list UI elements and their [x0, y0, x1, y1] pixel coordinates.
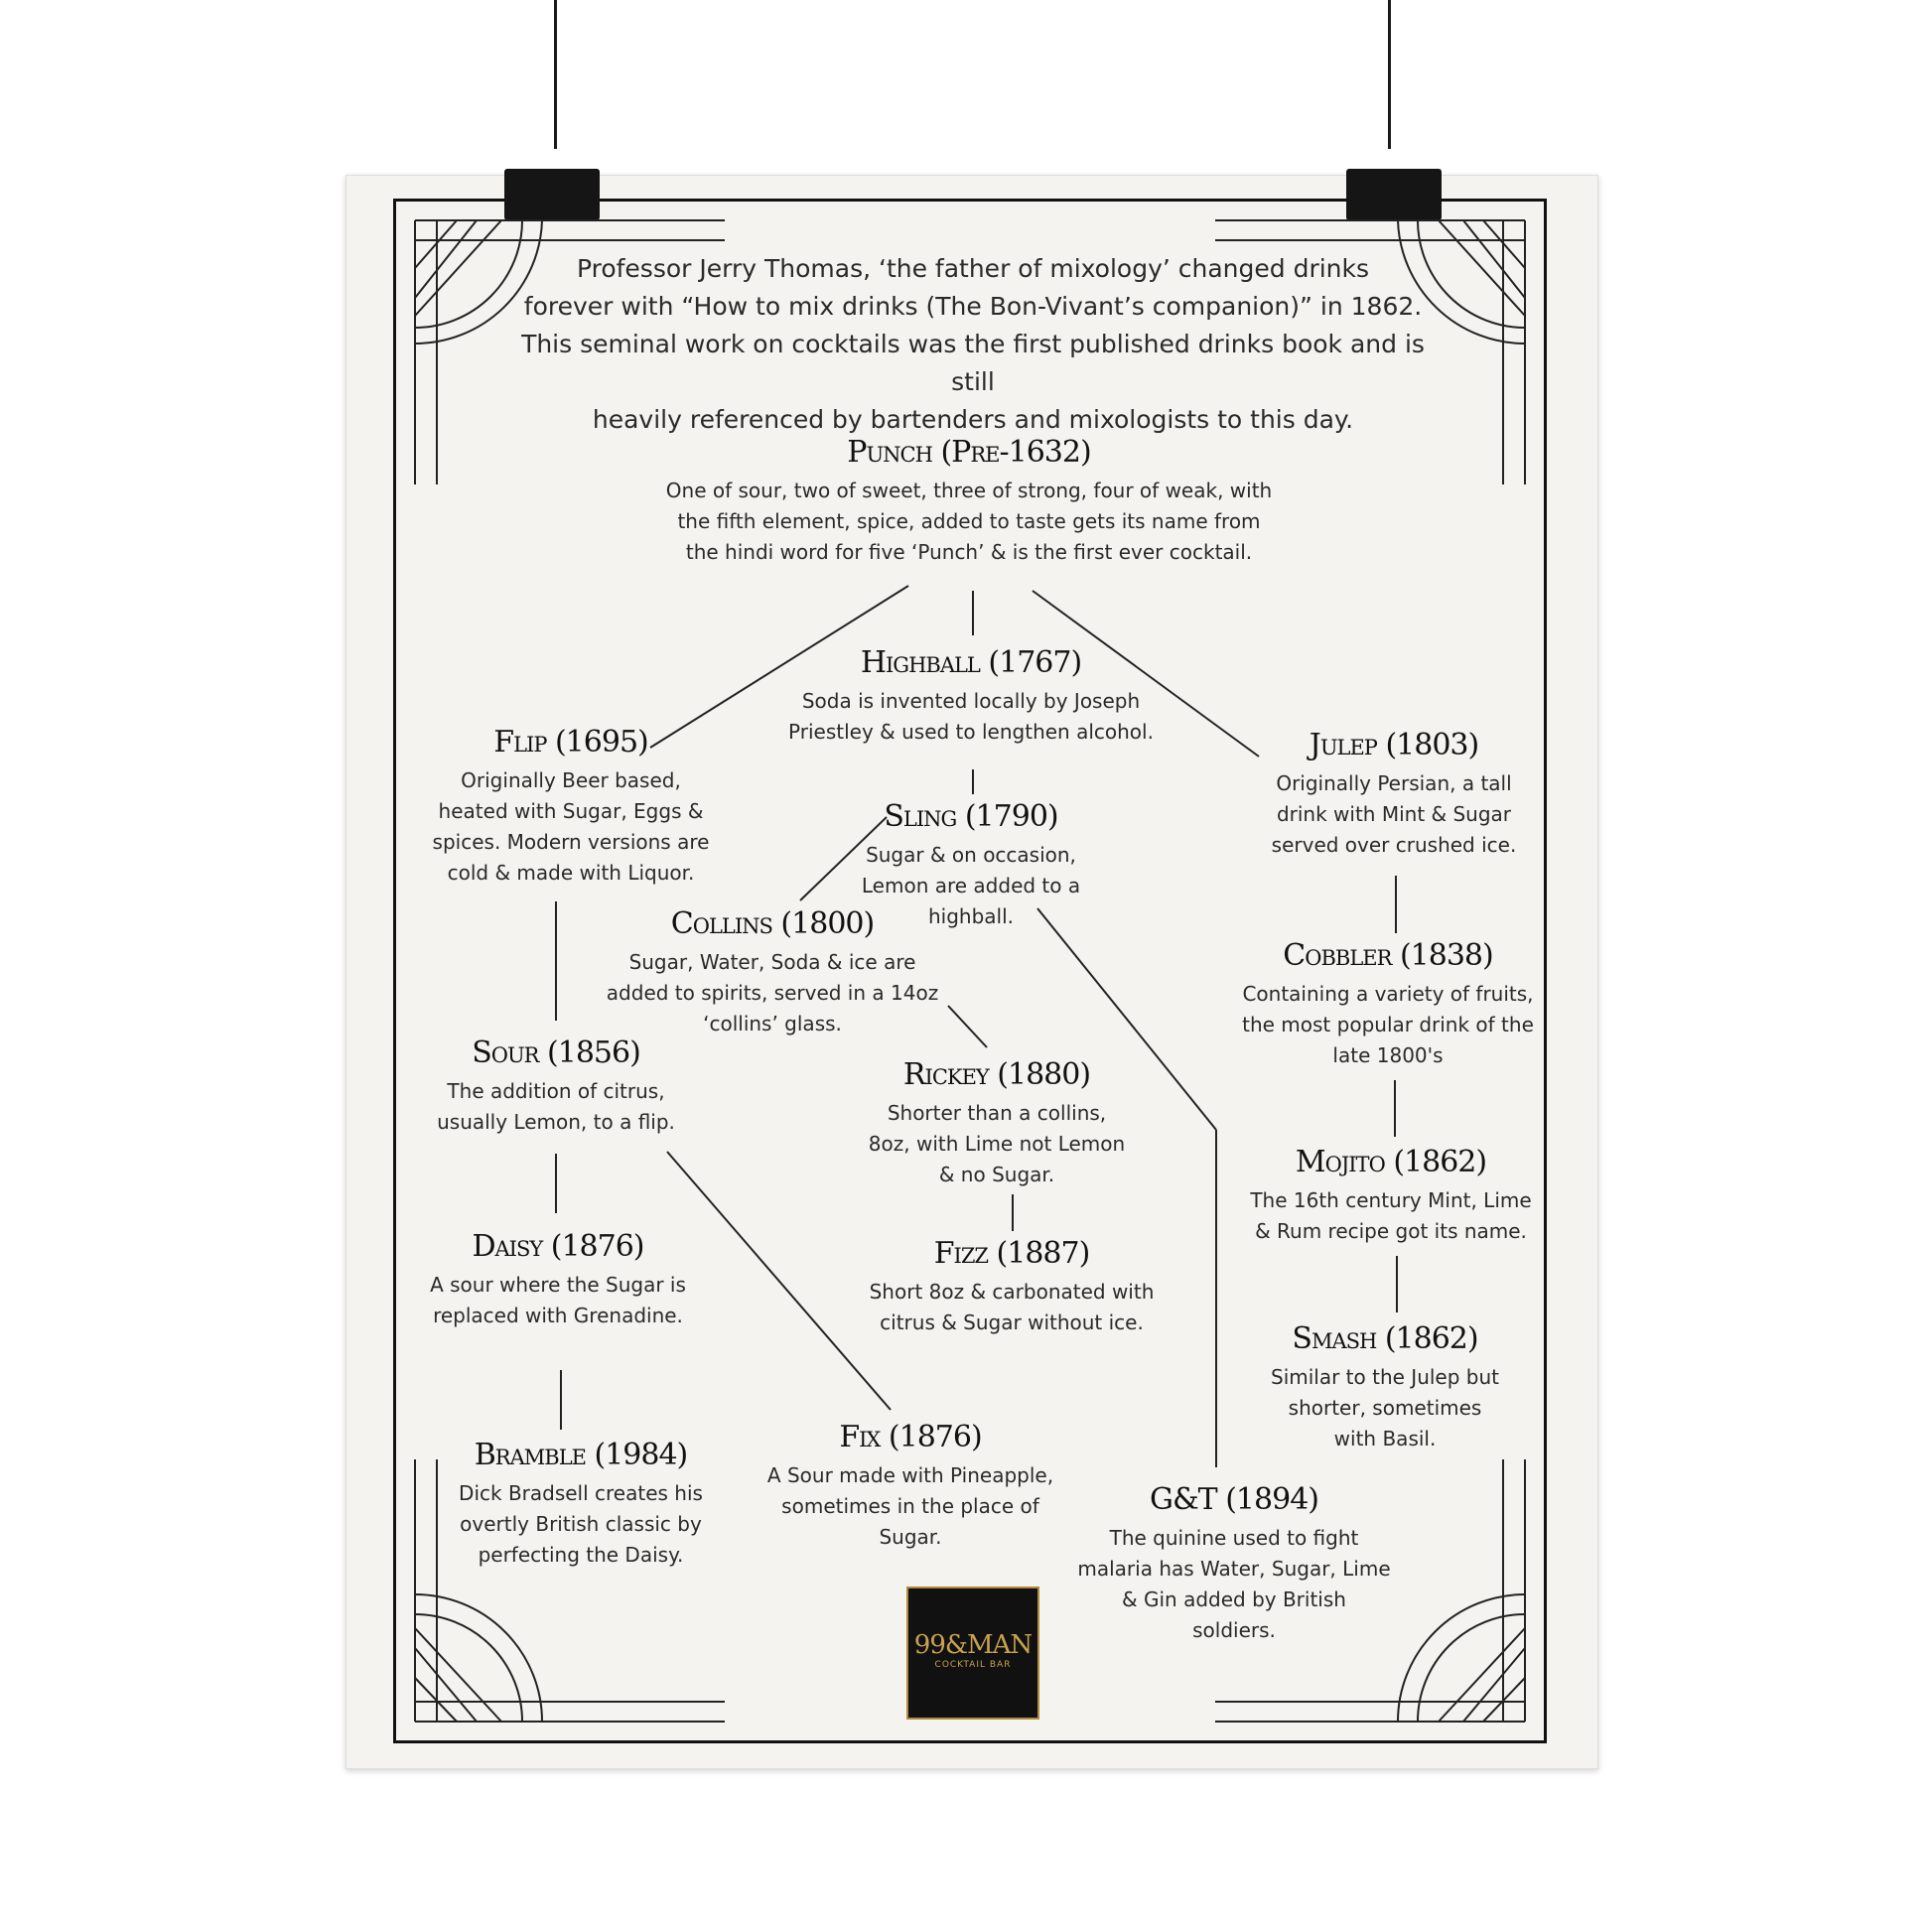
node-text: Originally Persian, a tall — [1276, 771, 1512, 795]
intro-line: forever with “How to mix drinks (The Bon-Vivant’s companion)” in 1862. — [523, 292, 1423, 321]
node-smash — [1271, 1321, 1499, 1454]
node-text: added to spirits, served in a 14oz — [606, 981, 939, 1005]
node-text: The addition of citrus, — [447, 1079, 665, 1103]
intro-line: heavily referenced by bartenders and mixologists to this day. — [592, 405, 1354, 434]
node-text: highball. — [927, 904, 1015, 928]
node-text: Lemon are added to a — [861, 874, 1081, 897]
node-text: served over crushed ice. — [1271, 833, 1517, 857]
node-text: soldiers. — [1192, 1618, 1276, 1642]
node-title: Sour (1856) — [472, 1035, 640, 1070]
logo-subtitle: COCKTAIL BAR — [934, 1660, 1012, 1670]
node-text: Dick Bradsell creates his — [459, 1481, 703, 1505]
node-text: the most popular drink of the — [1242, 1013, 1534, 1036]
node-text: Originally Beer based, — [461, 768, 681, 792]
node-text: late 1800's — [1332, 1043, 1444, 1067]
node-text: spices. Modern versions are — [432, 830, 710, 854]
node-text: perfecting the Daisy. — [478, 1543, 684, 1567]
node-text: Short 8oz & carbonated with — [869, 1280, 1155, 1304]
node-text: & no Sugar. — [938, 1163, 1055, 1186]
node-daisy — [430, 1229, 686, 1331]
node-title: Cobbler (1838) — [1283, 938, 1493, 973]
node-title: Collins (1800) — [670, 906, 875, 941]
node-title: Bramble (1984) — [474, 1438, 688, 1472]
node-text: 8oz, with Lime not Lemon — [868, 1132, 1126, 1156]
node-title: G&T (1894) — [1150, 1482, 1318, 1517]
node-text: replaced with Grenadine. — [433, 1304, 683, 1327]
node-title: Sling (1790) — [884, 799, 1058, 834]
node-title: Flip (1695) — [493, 725, 648, 759]
intro-line: Professor Jerry Thomas, ‘the father of mixology’ changed drinks — [576, 254, 1370, 283]
node-text: overtly British classic by — [460, 1512, 702, 1536]
node-text: Containing a variety of fruits, — [1242, 982, 1534, 1006]
node-punch — [666, 435, 1272, 568]
node-rickey — [869, 1057, 1125, 1190]
node-title: Julep (1803) — [1309, 728, 1479, 762]
node-fizz — [870, 1236, 1155, 1338]
logo-name: 99&MAN — [913, 1630, 1033, 1660]
node-text: The quinine used to fight — [1109, 1526, 1359, 1550]
intro-line: This seminal work on cocktails was the first published drinks book and is still — [521, 330, 1425, 396]
right-hanging-wire — [1388, 0, 1391, 149]
node-mojito — [1250, 1145, 1531, 1247]
node-text: Soda is invented locally by Joseph — [801, 689, 1141, 713]
node-text: Shorter than a collins, — [887, 1101, 1107, 1125]
bar-logo — [906, 1587, 1039, 1720]
node-text: Sugar & on occasion, — [866, 843, 1076, 867]
node-title: Fix (1876) — [839, 1420, 982, 1454]
node-fix — [767, 1420, 1053, 1553]
node-text: the hindi word for five ‘Punch’ & is the first ever cocktail. — [685, 540, 1253, 564]
node-text: usually Lemon, to a flip. — [437, 1110, 675, 1134]
node-text: the fifth element, spice, added to taste gets its name from — [677, 509, 1261, 533]
node-title: Smash (1862) — [1292, 1321, 1478, 1356]
node-text: cold & made with Liquor. — [447, 861, 695, 885]
node-text: One of sour, two of sweet, three of strong, four of weak, with — [665, 479, 1273, 502]
node-text: Similar to the Julep but — [1271, 1365, 1499, 1389]
node-flip — [433, 725, 710, 889]
node-text: A sour where the Sugar is — [430, 1273, 686, 1297]
node-text: Sugar. — [879, 1525, 942, 1549]
node-title: Punch (Pre-1632) — [847, 435, 1091, 470]
node-title: Highball (1767) — [860, 645, 1082, 680]
node-text: A Sour made with Pineapple, — [766, 1463, 1054, 1487]
intro-text — [496, 250, 1449, 439]
node-text: & Gin added by British — [1122, 1587, 1346, 1611]
node-text: with Basil. — [1333, 1427, 1437, 1450]
node-title: Rickey (1880) — [902, 1057, 1091, 1092]
node-gt — [1077, 1482, 1390, 1646]
node-title: Daisy (1876) — [472, 1229, 644, 1264]
node-collins — [607, 906, 938, 1039]
node-title: Fizz (1887) — [933, 1236, 1090, 1271]
left-binder-clip — [504, 169, 600, 220]
node-text: shorter, sometimes — [1288, 1396, 1482, 1420]
node-cobbler — [1242, 938, 1534, 1071]
node-julep — [1272, 728, 1517, 861]
node-bramble — [459, 1438, 703, 1571]
node-text: sometimes in the place of — [781, 1494, 1039, 1518]
node-sour — [437, 1035, 675, 1138]
node-highball — [788, 645, 1154, 748]
node-text: citrus & Sugar without ice. — [880, 1311, 1144, 1334]
node-text: drink with Mint & Sugar — [1276, 802, 1512, 826]
node-text: The 16th century Mint, Lime — [1250, 1188, 1532, 1212]
node-text: Sugar, Water, Soda & ice are — [628, 950, 916, 974]
node-title: Mojito (1862) — [1295, 1145, 1487, 1179]
node-text: ‘collins’ glass. — [703, 1012, 842, 1035]
node-text: malaria has Water, Sugar, Lime — [1077, 1557, 1391, 1581]
node-text: heated with Sugar, Eggs & — [438, 799, 704, 823]
right-binder-clip — [1346, 169, 1442, 220]
node-text: Priestley & used to lengthen alcohol. — [788, 720, 1154, 744]
left-hanging-wire — [554, 0, 557, 149]
node-text: & Rum recipe got its name. — [1255, 1219, 1527, 1243]
